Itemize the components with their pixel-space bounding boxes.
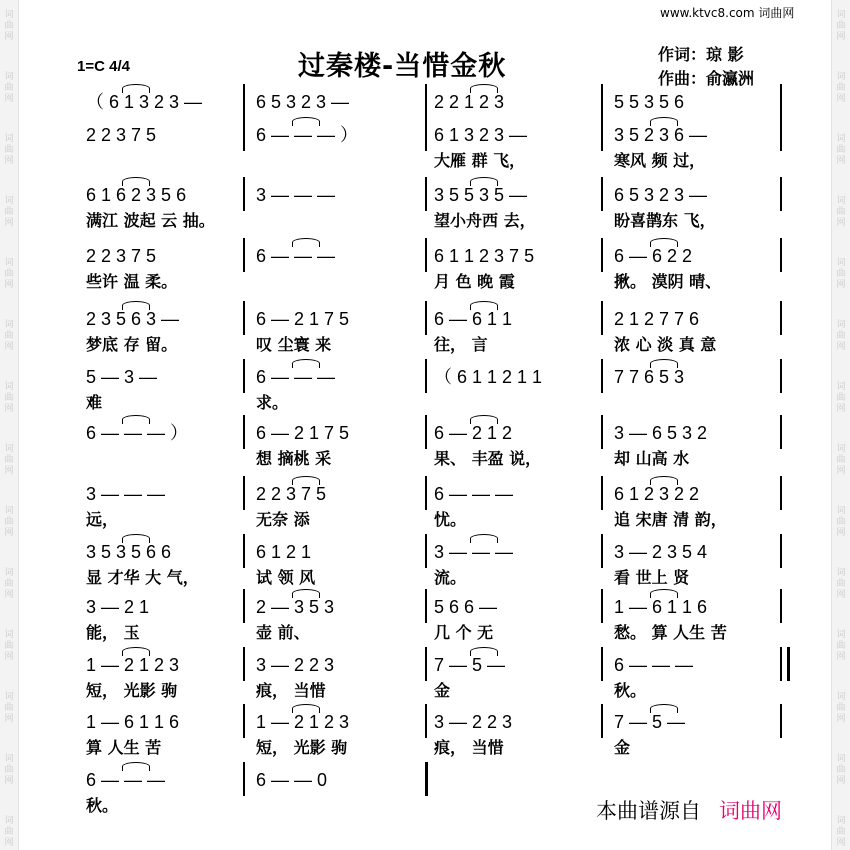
barline xyxy=(425,301,427,335)
watermark-text: 词 曲 网 xyxy=(4,196,14,228)
note-measure: 7 — 5 — xyxy=(614,712,686,732)
note-measure: 6 — 2 1 7 5 xyxy=(256,423,350,443)
slur-mark xyxy=(650,117,678,126)
lyric-text: 望小舟西 去， xyxy=(434,211,536,230)
note-measure: 6 — — — xyxy=(256,367,336,387)
lyric-text: 痕， 当惜 xyxy=(256,681,326,700)
watermark-text: 词 曲 网 xyxy=(836,506,846,538)
note-measure: 1 — 2 1 2 3 xyxy=(86,655,180,675)
note-measure: 6 — 2 1 2 xyxy=(434,423,513,443)
barline xyxy=(601,415,603,449)
note-measure: 3 — 2 1 xyxy=(86,597,150,617)
lyric-text: 看 世上 贤 xyxy=(614,568,690,587)
note-measure: 2 2 1 2 3 xyxy=(434,92,505,112)
slur-mark xyxy=(292,117,320,126)
barline xyxy=(243,301,245,335)
barline xyxy=(601,177,603,211)
note-measure: 5 5 3 5 6 xyxy=(614,92,685,112)
barline xyxy=(425,647,427,681)
composer-credit: 作曲：俞瀛洲 xyxy=(658,69,755,88)
watermark-text: 词 曲 网 xyxy=(836,72,846,104)
source-brand: 词曲网 xyxy=(719,799,782,823)
note-measure: 5 6 6 — xyxy=(434,597,498,617)
lyric-text: 算 人生 苦 xyxy=(86,738,162,757)
watermark-text: 词 曲 网 xyxy=(836,630,846,662)
slur-mark xyxy=(650,589,678,598)
lyric-text: 难 xyxy=(86,393,103,412)
key-signature: 1=C 4/4 xyxy=(77,58,130,75)
watermark-text: 词 曲 网 xyxy=(836,320,846,352)
barline xyxy=(780,177,782,211)
lyric-text: 盼喜鹊东 飞， xyxy=(614,211,716,230)
slur-mark xyxy=(292,589,320,598)
note-measure: 6 — — — xyxy=(256,246,336,266)
watermark-text: 词 曲 网 xyxy=(836,692,846,724)
barline xyxy=(780,476,782,510)
barline xyxy=(780,238,782,272)
slur-mark xyxy=(122,177,150,186)
lyric-text: 往， 言 xyxy=(434,335,488,354)
note-measure: 1 — 6 1 1 6 xyxy=(86,712,180,732)
barline xyxy=(425,117,427,151)
barline xyxy=(425,415,427,449)
barline xyxy=(425,177,427,211)
barline xyxy=(780,647,782,681)
lyric-text: 月 色 晚 霞 xyxy=(434,272,515,291)
watermark-text: 词 曲 网 xyxy=(4,382,14,414)
watermark-text: 词 曲 网 xyxy=(4,506,14,538)
watermark-text: 词 曲 网 xyxy=(836,382,846,414)
barline xyxy=(243,117,245,151)
watermark-text: 词 曲 网 xyxy=(4,444,14,476)
watermark-text: 词 曲 网 xyxy=(4,754,14,786)
watermark-text: 词 曲 网 xyxy=(836,754,846,786)
lyric-text: 短， 光影 驹 xyxy=(86,681,178,700)
watermark-text: 词 曲 网 xyxy=(836,196,846,228)
note-measure: 6 5 3 2 3 — xyxy=(256,92,350,112)
note-measure: 3 — 6 5 3 2 xyxy=(614,423,708,443)
note-measure: 6 — — — ） xyxy=(86,423,189,443)
note-measure: 6 1 3 2 3 — xyxy=(434,125,528,145)
slur-mark xyxy=(292,238,320,247)
lyric-text: 却 山高 水 xyxy=(614,449,690,468)
barline xyxy=(243,359,245,393)
barline xyxy=(601,476,603,510)
lyric-text: 显 才华 大 气， xyxy=(86,568,199,587)
source-attribution xyxy=(596,795,782,825)
lyric-text: 金 xyxy=(614,738,631,757)
note-measure: （ 6 1 1 2 1 1 xyxy=(434,367,543,387)
note-measure: 6 — — — xyxy=(86,770,166,790)
note-measure: 2 3 5 6 3 — xyxy=(86,309,180,329)
note-measure: 1 — 2 1 2 3 xyxy=(256,712,350,732)
note-measure: 3 — — — xyxy=(86,484,166,504)
barline xyxy=(425,589,427,623)
barline xyxy=(780,117,782,151)
slur-mark xyxy=(470,647,498,656)
watermark-text: 词 曲 网 xyxy=(4,10,14,42)
barline xyxy=(780,534,782,568)
barline xyxy=(425,238,427,272)
note-measure: 6 — — 0 xyxy=(256,770,328,790)
barline xyxy=(243,238,245,272)
barline xyxy=(601,84,603,118)
slur-mark xyxy=(122,762,150,771)
note-measure: 3 5 2 3 6 — xyxy=(614,125,708,145)
slur-mark xyxy=(650,704,678,713)
lyricist-credit: 作词：琼 影 xyxy=(658,45,744,64)
note-measure: 3 — 2 2 3 xyxy=(434,712,513,732)
barline xyxy=(601,238,603,272)
watermark-text: 词 曲 网 xyxy=(836,134,846,166)
barline xyxy=(780,301,782,335)
note-measure: 6 — 2 1 7 5 xyxy=(256,309,350,329)
source-prefix: 本曲谱源自 xyxy=(596,799,701,823)
barline xyxy=(601,359,603,393)
watermark-text: 词 曲 网 xyxy=(4,134,14,166)
note-measure: 2 2 3 7 5 xyxy=(256,484,327,504)
note-measure: 6 5 3 2 3 — xyxy=(614,185,708,205)
note-measure: 6 1 2 3 2 2 xyxy=(614,484,700,504)
barline xyxy=(243,589,245,623)
note-measure: 1 — 6 1 1 6 xyxy=(614,597,708,617)
note-measure: 2 1 2 7 7 6 xyxy=(614,309,700,329)
note-measure: 3 — — — xyxy=(256,185,336,205)
note-measure: 6 — — — ） xyxy=(256,125,359,145)
lyric-text: 浓 心 淡 真 意 xyxy=(614,335,717,354)
barline xyxy=(425,84,427,118)
barline xyxy=(780,84,782,118)
note-measure: 6 1 6 2 3 5 6 xyxy=(86,185,187,205)
lyric-text: 揪。 漠阴 晴、 xyxy=(614,272,722,291)
note-measure: 2 2 3 7 5 xyxy=(86,125,157,145)
slur-mark xyxy=(650,359,678,368)
lyric-text: 秋。 xyxy=(86,796,119,815)
lyric-text: 忧。 xyxy=(434,510,467,529)
lyric-text: 满江 波起 云 抽。 xyxy=(86,211,215,230)
lyric-text: 远， xyxy=(86,510,119,529)
barline xyxy=(425,534,427,568)
barline xyxy=(243,84,245,118)
barline xyxy=(780,415,782,449)
note-measure: 3 — 2 3 5 4 xyxy=(614,542,708,562)
note-measure: 6 1 1 2 3 7 5 xyxy=(434,246,535,266)
lyric-text: 大雁 群 飞， xyxy=(434,151,526,170)
lyric-text: 秋。 xyxy=(614,681,647,700)
left-watermark-strip xyxy=(0,0,19,850)
lyric-text: 短， 光影 驹 xyxy=(256,738,348,757)
note-measure: 3 — — — xyxy=(434,542,514,562)
barline xyxy=(243,534,245,568)
slur-mark xyxy=(122,415,150,424)
note-measure: 6 1 2 1 xyxy=(256,542,312,562)
barline xyxy=(243,177,245,211)
slur-mark xyxy=(470,177,498,186)
barline xyxy=(425,476,427,510)
slur-mark xyxy=(470,84,498,93)
song-title: 过秦楼-当惜金秋 xyxy=(298,51,507,82)
lyric-text: 果、 丰盈 说， xyxy=(434,449,542,468)
note-measure: 3 5 5 3 5 — xyxy=(434,185,528,205)
barline xyxy=(243,704,245,738)
slur-mark xyxy=(292,359,320,368)
barline xyxy=(780,359,782,393)
repeat-barline xyxy=(787,647,790,681)
barline xyxy=(601,301,603,335)
lyric-text: 叹 尘寰 来 xyxy=(256,335,332,354)
barline xyxy=(243,647,245,681)
lyric-text: 能， 玉 xyxy=(86,623,140,642)
note-measure: 7 7 6 5 3 xyxy=(614,367,685,387)
watermark-text: 词 曲 网 xyxy=(4,258,14,290)
watermark-text: 词 曲 网 xyxy=(4,568,14,600)
barline xyxy=(425,359,427,393)
note-measure: 6 — 6 2 2 xyxy=(614,246,693,266)
barline xyxy=(601,117,603,151)
lyric-text: 些许 温 柔。 xyxy=(86,272,178,291)
slur-mark xyxy=(122,647,150,656)
watermark-text: 词 曲 网 xyxy=(4,692,14,724)
note-measure: 2 2 3 7 5 xyxy=(86,246,157,266)
slur-mark xyxy=(650,476,678,485)
lyric-text: 无奈 添 xyxy=(256,510,310,529)
lyric-text: 寒风 频 过， xyxy=(614,151,706,170)
lyric-text: 痕， 当惜 xyxy=(434,738,504,757)
slur-mark xyxy=(470,415,498,424)
note-measure: （ 6 1 3 2 3 — xyxy=(86,92,203,112)
slur-mark xyxy=(122,534,150,543)
watermark-text: 词 曲 网 xyxy=(4,816,14,848)
note-measure: 6 — 6 1 1 xyxy=(434,309,513,329)
barline xyxy=(243,476,245,510)
barline xyxy=(425,762,428,796)
watermark-text: 词 曲 网 xyxy=(836,10,846,42)
lyric-text: 想 摘桃 采 xyxy=(256,449,332,468)
barline xyxy=(780,704,782,738)
barline xyxy=(243,415,245,449)
right-watermark-strip xyxy=(831,0,850,850)
barline xyxy=(243,762,245,796)
slur-mark xyxy=(292,476,320,485)
barline xyxy=(601,534,603,568)
barline xyxy=(425,704,427,738)
slur-mark xyxy=(650,238,678,247)
lyric-text: 追 宋唐 清 韵， xyxy=(614,510,727,529)
watermark-text: 词 曲 网 xyxy=(836,258,846,290)
watermark-text: 词 曲 网 xyxy=(836,444,846,476)
note-measure: 2 — 3 5 3 xyxy=(256,597,335,617)
lyric-text: 梦底 存 留。 xyxy=(86,335,178,354)
slur-mark xyxy=(470,534,498,543)
lyric-text: 几 个 无 xyxy=(434,623,494,642)
watermark-text: 词 曲 网 xyxy=(4,320,14,352)
slur-mark xyxy=(122,84,150,93)
slur-mark xyxy=(470,301,498,310)
barline xyxy=(601,647,603,681)
lyric-text: 壶 前、 xyxy=(256,623,310,642)
note-measure: 6 — — — xyxy=(614,655,694,675)
barline xyxy=(601,704,603,738)
watermark-text: 词 曲 网 xyxy=(836,568,846,600)
lyric-text: 求。 xyxy=(256,393,289,412)
barline xyxy=(601,589,603,623)
note-measure: 5 — 3 — xyxy=(86,367,158,387)
watermark-text: 词 曲 网 xyxy=(836,816,846,848)
barline xyxy=(780,589,782,623)
slur-mark xyxy=(292,704,320,713)
watermark-text: 词 曲 网 xyxy=(4,72,14,104)
note-measure: 3 5 3 5 6 6 xyxy=(86,542,172,562)
note-measure: 6 — — — xyxy=(434,484,514,504)
watermark-text: 词 曲 网 xyxy=(4,630,14,662)
lyric-text: 流。 xyxy=(434,568,467,587)
note-measure: 3 — 2 2 3 xyxy=(256,655,335,675)
site-watermark: www.ktvc8.com 词曲网 xyxy=(660,6,795,20)
lyric-text: 试 领 风 xyxy=(256,568,316,587)
lyric-text: 金 xyxy=(434,681,451,700)
slur-mark xyxy=(122,301,150,310)
lyric-text: 愁。 算 人生 苦 xyxy=(614,623,727,642)
note-measure: 7 — 5 — xyxy=(434,655,506,675)
